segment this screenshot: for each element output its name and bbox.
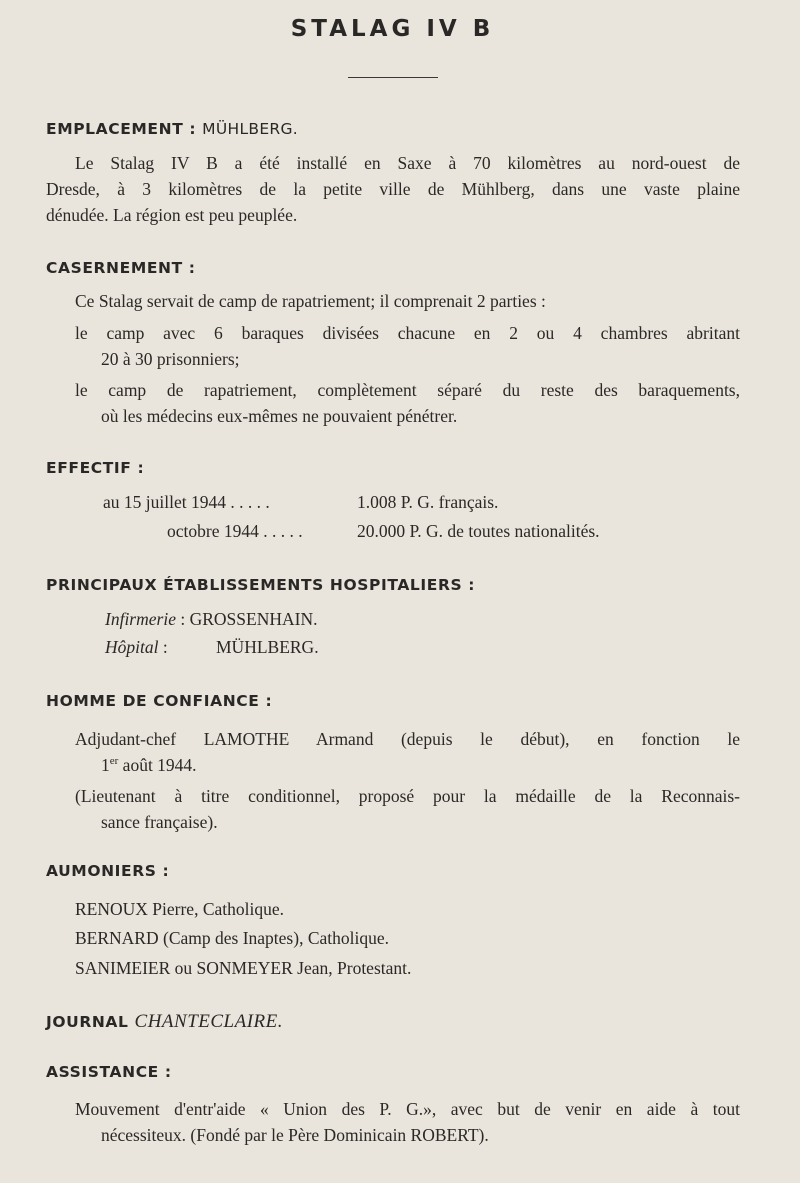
casernement-heading: CASERNEMENT : [46, 259, 196, 277]
homme-confiance-line: (Lieutenant à titre conditionnel, proposé pour la médaille de la Reconnais- [75, 786, 740, 806]
homme-confiance-line [101, 753, 197, 778]
hospital-entry-label: Infirmerie [105, 609, 176, 629]
casernement-text-line: 20 à 30 prisonniers; [101, 349, 240, 369]
effectif-date: au 15 juillet 1944 . . . . . [103, 492, 270, 512]
assistance-line: Mouvement d'entr'aide « Union des P. G.», avec but de venir en aide à tout [75, 1099, 740, 1119]
hospitaliers-heading: PRINCIPAUX ÉTABLISSEMENTS HOSPITALIERS : [46, 576, 476, 594]
emplacement-text-line: dénudée. La région est peu peuplée. [46, 205, 298, 225]
hospital-entry [105, 607, 317, 632]
homme-confiance-heading: HOMME DE CONFIANCE : [46, 692, 273, 710]
homme-confiance-line: Adjudant-chef LAMOTHE Armand (depuis le début), en fonction le [75, 729, 740, 749]
emplacement-text-line: Dresde, à 3 kilomètres de la petite ville de Mühlberg, dans une vaste plaine [46, 179, 740, 199]
hospital-entry [105, 635, 168, 660]
effectif-count: 1.008 P. G. français. [357, 492, 499, 512]
hospital-entry-label: Hôpital [105, 637, 159, 657]
page-title: STALAG IV B [290, 16, 495, 42]
emplacement-heading [46, 120, 298, 138]
effectif-heading: EFFECTIF : [46, 459, 145, 477]
journal-title: CHANTECLAIRE. [134, 1011, 283, 1032]
journal-heading [46, 1011, 283, 1033]
ordinal-suffix: er [109, 755, 119, 768]
journal-heading-label: JOURNAL [46, 1013, 129, 1031]
assistance-heading: ASSISTANCE : [46, 1063, 172, 1081]
hospital-entry-value: MÜHLBERG. [216, 637, 319, 657]
emplacement-text-line: Le Stalag IV B a été installé en Saxe à 70 kilomètres au nord-ouest de [75, 153, 740, 173]
aumonier-item: BERNARD (Camp des Inaptes), Catholique. [75, 928, 389, 948]
hospital-entry-separator: : [175, 609, 190, 629]
aumonier-item: RENOUX Pierre, Catholique. [75, 899, 284, 919]
effectif-count: 20.000 P. G. de toutes nationalités. [357, 521, 600, 541]
date-rest: août 1944. [118, 755, 197, 775]
emplacement-heading-label: EMPLACEMENT : [46, 120, 197, 138]
hospital-entry-separator: : [158, 637, 168, 657]
aumoniers-heading: AUMONIERS : [46, 862, 170, 880]
effectif-date: octobre 1944 . . . . . [167, 521, 303, 541]
hospital-entry-value: GROSSENHAIN. [189, 609, 318, 629]
homme-confiance-line: sance française). [101, 812, 218, 832]
assistance-line: nécessiteux. (Fondé par le Père Dominicain ROBERT). [101, 1125, 489, 1145]
aumonier-item: SANIMEIER ou SONMEYER Jean, Protestant. [75, 958, 412, 978]
emplacement-value: MÜHLBERG. [202, 120, 299, 138]
casernement-text-line: le camp avec 6 baraques divisées chacune en 2 ou 4 chambres abritant [75, 323, 740, 343]
title-divider [348, 77, 438, 78]
casernement-text-line: le camp de rapatriement, complètement séparé du reste des baraquements, [75, 380, 740, 400]
casernement-text-line: où les médecins eux-mêmes ne pouvaient pénétrer. [101, 406, 458, 426]
date-day: 1 [101, 755, 110, 775]
casernement-text-line: Ce Stalag servait de camp de rapatriement; il comprenait 2 parties : [75, 291, 546, 311]
